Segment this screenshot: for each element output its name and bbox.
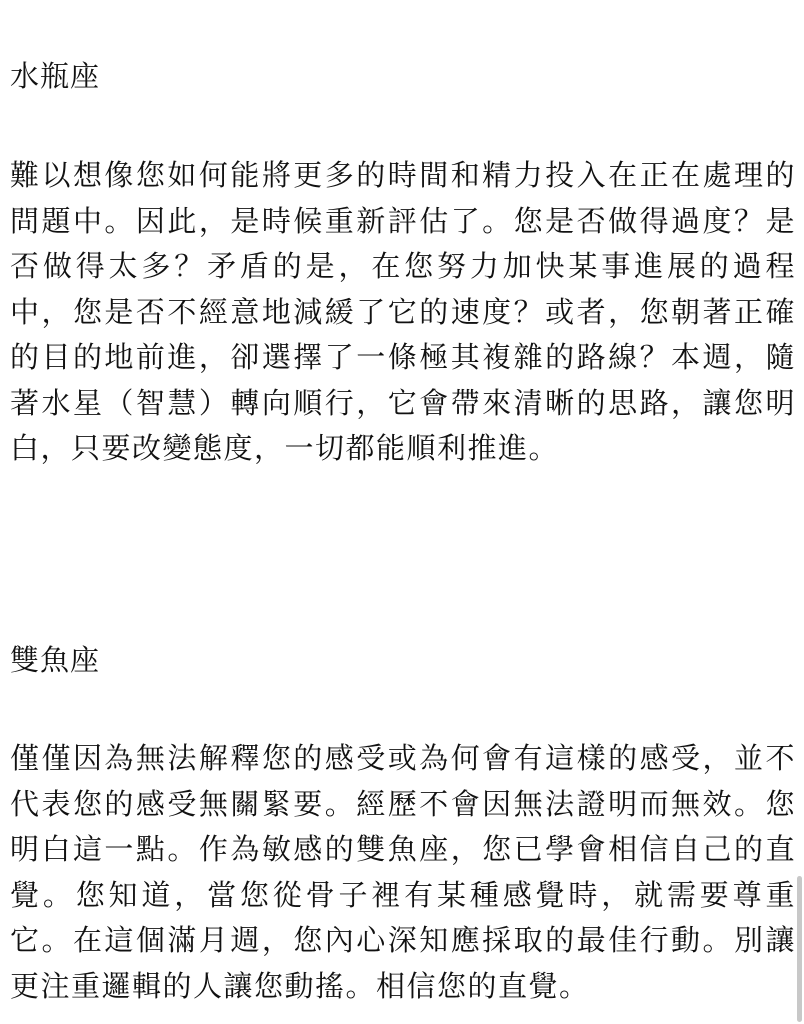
aquarius-horoscope-text: 難以想像您如何能將更多的時間和精力投入在正在處理的問題中。因此，是時候重新評估了。您是否做得過度？是否做得太多？矛盾的是，在您努力加快某事進展的過程中，您是否不經意地減緩了它的速度？或者，您朝著正確的目的地前進，卻選擇了一條極其複雜的路線？本週，隨著水星（智慧）轉向順行，它會帶來清晰的思路，讓您明白，只要改變態度，一切都能順利推進。 [10,158,796,465]
pisces-title: 雙魚座 [10,643,101,677]
vertical-scrollbar[interactable] [797,876,802,1022]
aquarius-title: 水瓶座 [10,59,101,93]
pisces-horoscope-text: 僅僅因為無法解釋您的感受或為何會有這樣的感受，並不代表您的感受無關緊要。經歷不會因無法證明而無效。您明白這一點。作為敏感的雙魚座，您已學會相信自己的直覺。您知道，當您從骨子裡有某種感覺時，就需要尊重它。在這個滿月週，您內心深知應採取的最佳行動。別讓更注重邏輯的人讓您動搖。相信您的直覺。 [10,741,796,1003]
